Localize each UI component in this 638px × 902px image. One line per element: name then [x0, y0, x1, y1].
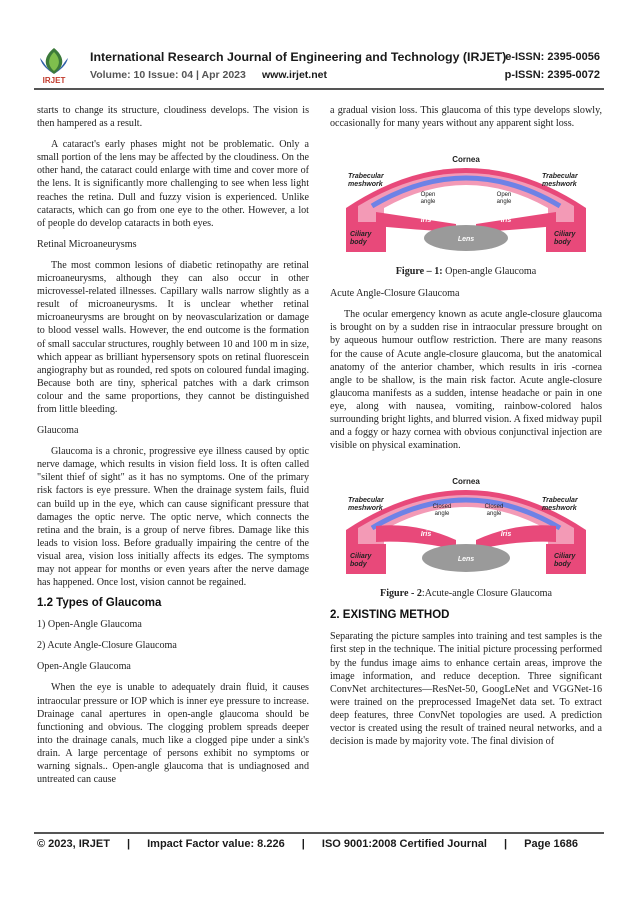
- svg-text:Closed: Closed: [432, 504, 452, 511]
- svg-text:Ciliary: Ciliary: [350, 231, 372, 239]
- section-heading-existing-method: 2. EXISTING METHOD: [330, 609, 450, 622]
- figure-2-caption: [330, 588, 602, 599]
- svg-text:Closed: Closed: [484, 504, 504, 511]
- svg-text:Open: Open: [420, 192, 436, 199]
- svg-text:Iris: Iris: [420, 217, 432, 225]
- paragraph: a gradual vision loss. This glaucoma of this type develops slowly, occasionally for many years without any apparent sight loss.: [330, 105, 602, 130]
- svg-text:body: body: [554, 561, 571, 569]
- svg-text:Trabecular: Trabecular: [542, 173, 578, 181]
- paragraph: When the eye is unable to adequately drain fluid, it causes intraocular pressure or IOP which is inner eye pressure to increase. Drainage canal apertures in open-angle glaucoma should be functioning and obvious. The clogging problem spreads deeper into the drainage canals, much like a clogged pipe under a sink's drain. A large percentage of persons exhibit no symptoms or warning signals.. Open-angle glaucoma that is undiagnosed and untreated can cause: [37, 682, 309, 786]
- section-heading-types: 1.2 Types of Glaucoma: [37, 597, 162, 610]
- footer-separator: |: [126, 838, 131, 850]
- svg-text:Ciliary: Ciliary: [554, 231, 576, 239]
- svg-text:Trabecular: Trabecular: [348, 173, 384, 181]
- svg-text:meshwork: meshwork: [348, 505, 383, 513]
- page-header: [0, 0, 638, 90]
- svg-text:Open: Open: [496, 192, 512, 199]
- svg-text:angle: angle: [420, 199, 436, 206]
- page-number: Page 1686: [524, 838, 578, 850]
- svg-text:Lens: Lens: [457, 236, 475, 244]
- svg-text:meshwork: meshwork: [542, 181, 577, 189]
- footer-separator: |: [301, 838, 305, 850]
- paragraph: A cataract's early phases might not be problematic. Only a small portion of the lens may be affected by the cloudiness. On the other hand, the cataract could enlarge with time and cover more of the lens. It is significantly more challenging to see when less light reaches the retina. Dull and fuzzy vision is experienced. Unlike cataracts, which can go from one eye to the other. However, a lot of people do develop cataracts in both eyes.: [37, 139, 309, 229]
- journal-title: International Research Journal of Engineering and Technology (IRJET): [90, 50, 507, 64]
- svg-text:Cornea: Cornea: [452, 155, 480, 165]
- svg-text:Lens: Lens: [457, 556, 475, 564]
- p-issn: p-ISSN: 2395-0072: [504, 69, 600, 81]
- svg-text:body: body: [554, 239, 571, 247]
- figure-1-caption: [330, 266, 602, 277]
- open-angle-diagram: [346, 138, 586, 252]
- svg-text:Cornea: Cornea: [452, 477, 480, 487]
- svg-text:body: body: [350, 561, 367, 569]
- copyright: © 2023, IRJET: [37, 838, 110, 850]
- paragraph: starts to change its structure, cloudiness develops. The vision is then hampered as a result.: [37, 105, 309, 130]
- e-issn: e-ISSN: 2395-0056: [505, 51, 600, 63]
- svg-text:meshwork: meshwork: [542, 505, 577, 513]
- subheading-open-angle: Open-Angle Glaucoma: [37, 661, 131, 673]
- svg-text:Trabecular: Trabecular: [542, 497, 578, 505]
- figure-open-angle: [330, 138, 602, 277]
- svg-text:angle: angle: [486, 511, 502, 518]
- closed-angle-diagram: [346, 460, 586, 574]
- right-column: [330, 104, 602, 756]
- figure-1-label: Figure – 1:: [395, 266, 443, 278]
- impact-factor: Impact Factor value: 8.226: [147, 838, 285, 850]
- svg-text:meshwork: meshwork: [348, 181, 383, 189]
- svg-text:Iris: Iris: [420, 531, 432, 539]
- svg-text:Trabecular: Trabecular: [348, 497, 384, 505]
- svg-text:body: body: [350, 239, 367, 247]
- paragraph: Separating the picture samples into training and test samples is the first step in the technique. The initial picture processing performed by the fundus image aims to enhance certain areas, improve the image information, and reduce deception. Three significant ConvNet architectures—ResNet-50, GoogLeNet and VGGNet-16 were trained on the preprocessed ImageNet data set. To extract deep features, three ConvNet topologies are used. A prediction vector is created using the result of trained neural networks, and a decision is made by majority vote. The final division of: [330, 631, 602, 748]
- left-column: [37, 104, 309, 794]
- paragraph: The ocular emergency known as acute angle-closure glaucoma is brought on by a sudden rise in intraocular pressure brought on by aqueous humour outflow restriction. There are many reasons for the cause of Acute angle-closure glaucoma, but the anatomical anatomy of the anterior chamber, which results in iris -cornea angle to be shallow, is the main risk factor. Acute angle-closure glaucoma manifests as a sudden, intense headache or pain in one eye, along with nausea, vomiting, rainbow-colored halos surrounding bright lights, and blurred vision. A fixed midway pupil and a foggy or hazy cornea with obvious conjunctival injection are visible on physical examination.: [330, 309, 602, 452]
- list-item: 1) Open-Angle Glaucoma: [37, 619, 142, 631]
- svg-text:Iris: Iris: [500, 217, 512, 225]
- figure-closed-angle: [330, 460, 602, 599]
- svg-text:Iris: Iris: [500, 531, 512, 539]
- paragraph: Glaucoma is a chronic, progressive eye illness caused by optic nerve damage, which results in vision field loss. It is often called "silent thief of sight" as it has no symptoms. One of the primary risk factors is eye pressure. When the drainage system fails, fluid can build up in the eye, which can cause significant pressure that damages the optic nerve. The optic nerve, which connects the retina and the brain, is a group of nerve fibres. Damage like this leads to vision loss. Before gradually impairing the centre of the visual area, vision loss initially affects its edges. The symptoms may not appear for months or even years after the nerve damage has happened. Once lost, vision cannot be regained.: [37, 446, 309, 589]
- figure-2-label: Figure - 2: [380, 588, 422, 600]
- svg-text:angle: angle: [434, 511, 450, 518]
- subheading-acute: Acute Angle-Closure Glaucoma: [330, 288, 460, 300]
- svg-text:Ciliary: Ciliary: [554, 553, 576, 561]
- footer-divider: [34, 832, 604, 834]
- subheading-microaneurysms: Retinal Microaneurysms: [37, 238, 137, 250]
- header-divider: [34, 88, 604, 90]
- svg-text:IRJET: IRJET: [42, 76, 66, 84]
- figure-1-caption-text: Open-angle Glaucoma: [442, 266, 537, 278]
- paragraph: The most common lesions of diabetic retinopathy are retinal microaneurysms, although they can also occur in other microvessel-related illnesses. Capillary walls narrow slightly as a result of microaneurysms. It is unclear whether retinal microaneurysms are brought on by neovascularization or damage to blood vessel walls. However, the end outcome is the formation of small saccular structures, roughly between 10 and 100 m in size, which appear as brilliant hypersensory spots on retinal fluorescein angiography but as rounded, red spots on coloured fundal imaging. Because both are tiny, spherical patches with a dark crimson colour and the same proportions, they cannot be distinguished from little bleeding.: [37, 259, 309, 415]
- journal-website[interactable]: www.irjet.net: [262, 69, 327, 81]
- footer-separator: |: [504, 838, 508, 850]
- list-item: 2) Acute Angle-Closure Glaucoma: [37, 640, 177, 652]
- page-footer: [37, 838, 601, 850]
- iso-certification: ISO 9001:2008 Certified Journal: [321, 838, 487, 850]
- volume-issue: Volume: 10 Issue: 04 | Apr 2023: [90, 69, 246, 81]
- svg-text:Ciliary: Ciliary: [350, 553, 372, 561]
- subheading-glaucoma: Glaucoma: [37, 425, 79, 437]
- irjet-logo: [34, 44, 74, 84]
- figure-2-caption-text: :Acute-angle Closure Glaucoma: [421, 588, 552, 600]
- svg-text:angle: angle: [496, 199, 512, 206]
